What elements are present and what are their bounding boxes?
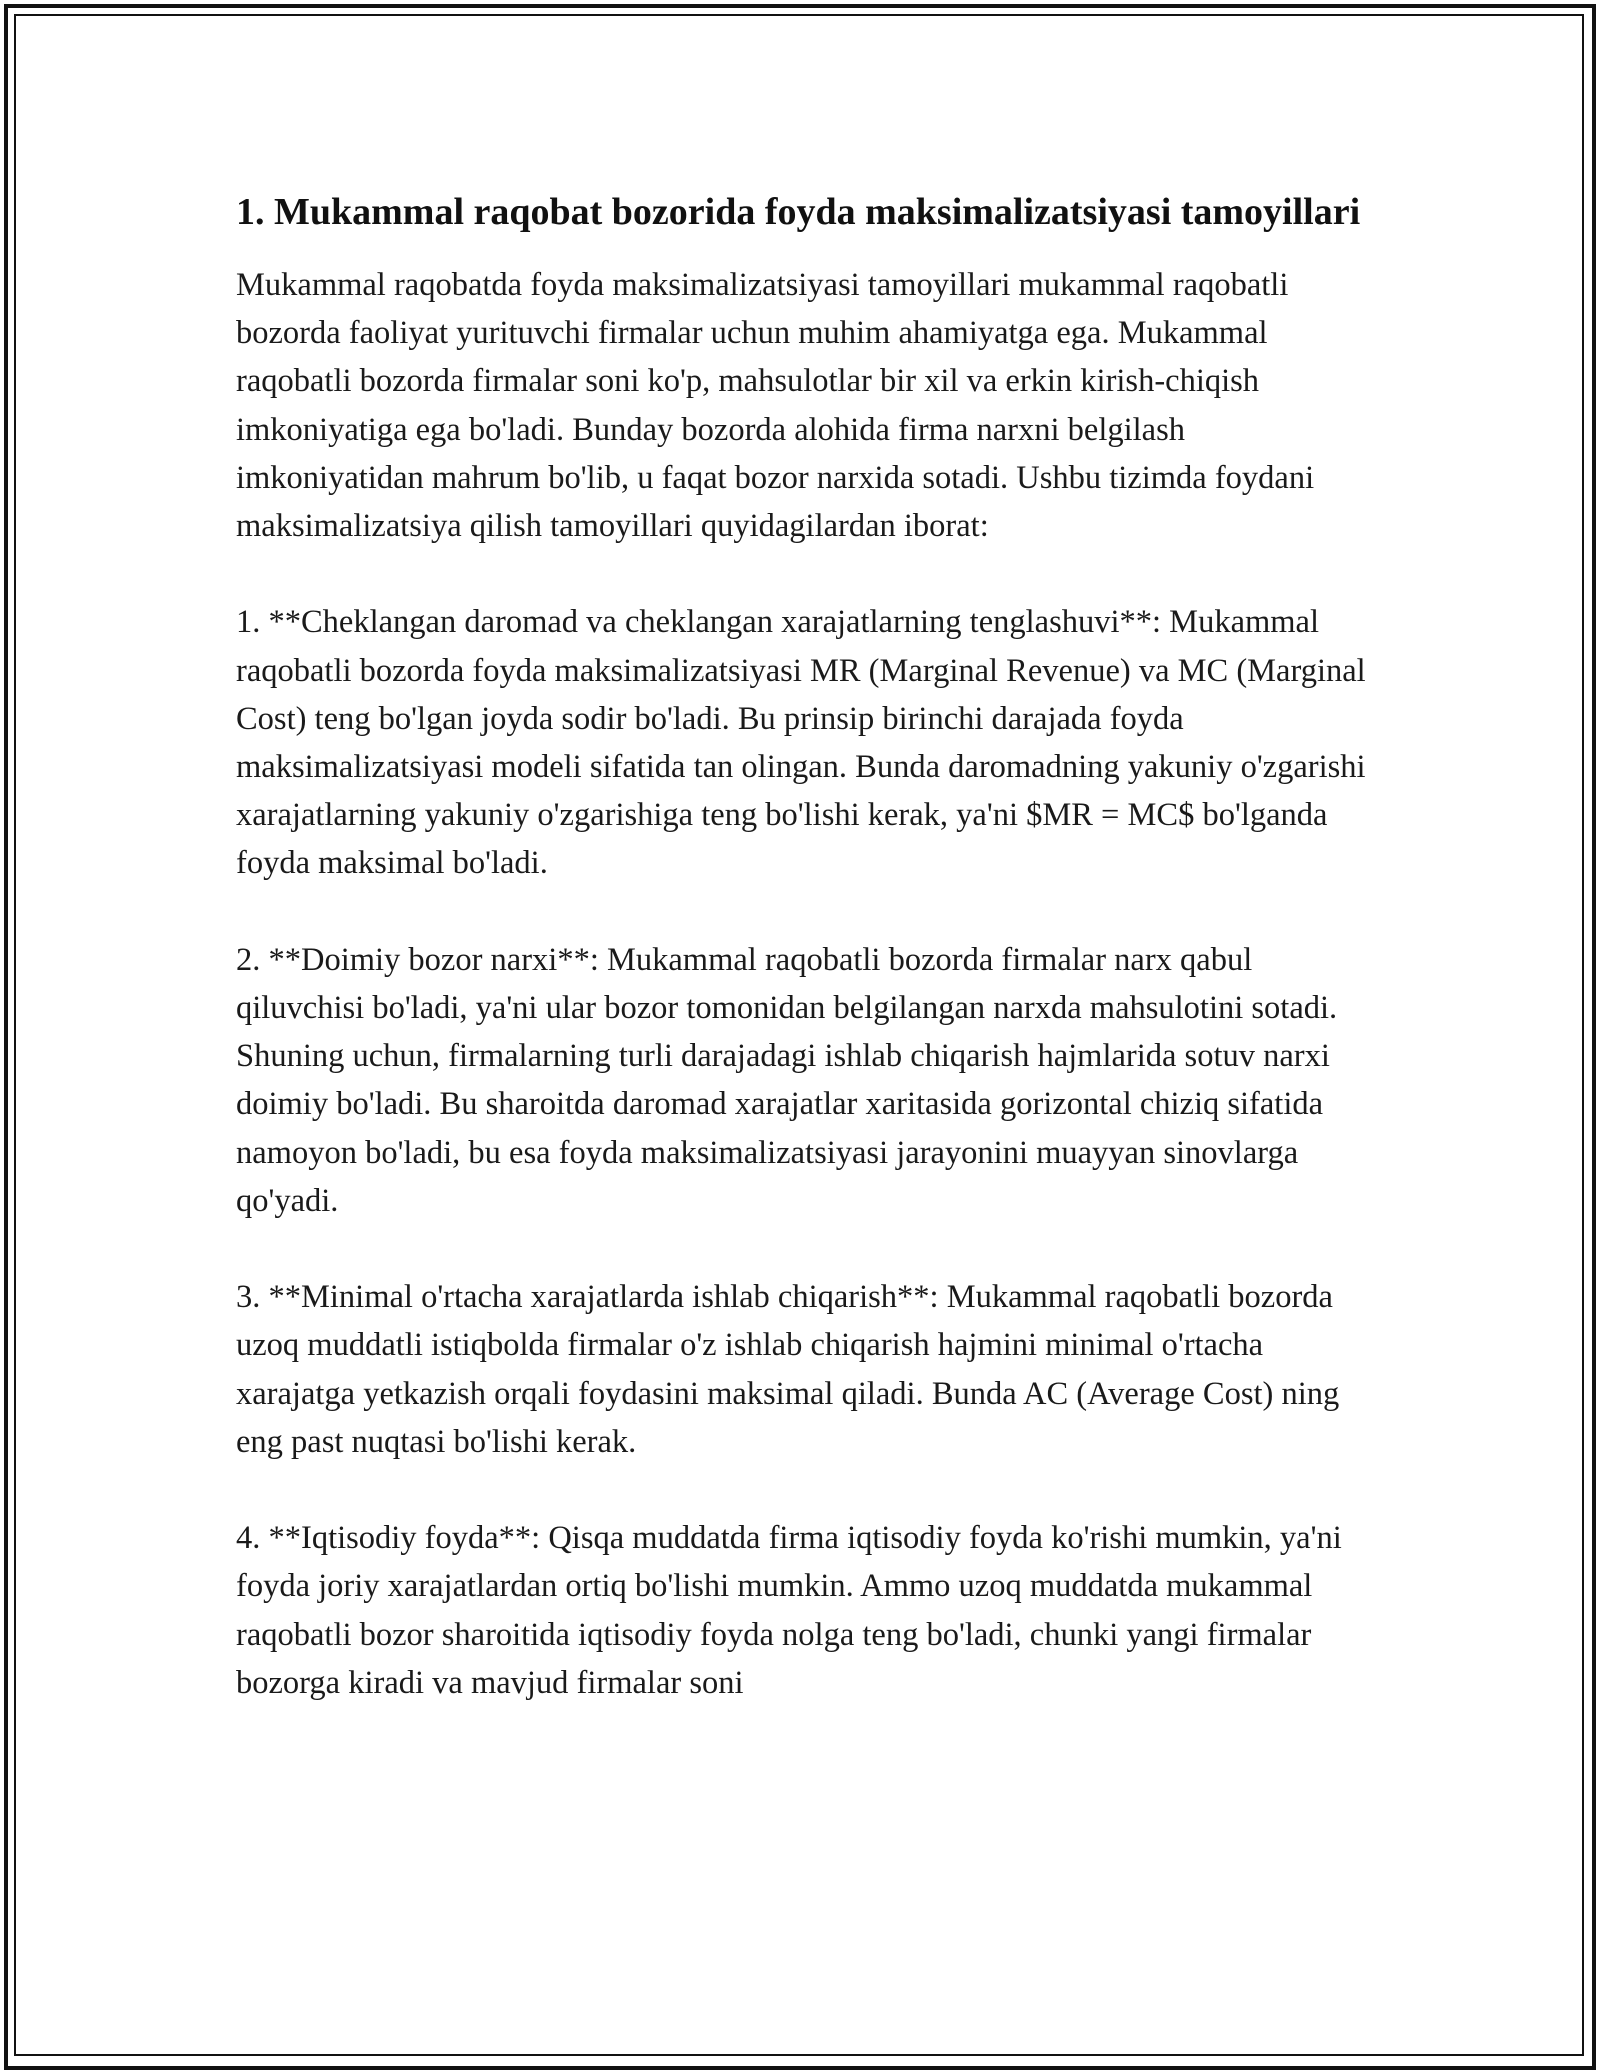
principle-4-paragraph: 4. **Iqtisodiy foyda**: Qisqa muddatda firma iqtisodiy foyda ko'rishi mumkin, ya'ni foyda joriy xarajatlardan ortiq bo'lishi mumkin. Ammo uzoq muddatda mukammal raqobatli bozor sharoitida iqtisodiy foyda nolga teng bo'ladi, chunki yangi firmalar bozorga kiradi va mavjud firmalar soni (236, 1520, 1342, 1701)
section-heading: 1. Mukammal raqobat bozorida foyda maksimalizatsiyasi tamoyillari (236, 191, 1361, 233)
intro-paragraph: Mukammal raqobatda foyda maksimalizatsiyasi tamoyillari mukammal raqobatli bozorda faoliyat yurituvchi firmalar uchun muhim ahamiyatga ega. Mukammal raqobatli bozorda firmalar soni ko'p, mahsulotlar bir xil va erkin kirish-chiqish imkoniyatiga ega bo'ladi. Bunday bozorda alohida firma narxni belgilash imkoniyatidan mahrum bo'lib, u faqat bozor narxida sotadi. Ushbu tizimda foydani maksimalizatsiya qilish tamoyillari quyidagilardan iborat: (236, 267, 1315, 545)
document-body (236, 185, 1366, 1755)
principle-2-paragraph: 2. **Doimiy bozor narxi**: Mukammal raqobatli bozorda firmalar narx qabul qiluvchisi bo'ladi, ya'ni ular bozor tomonidan belgilangan narxda mahsulotini sotadi. Shuning uchun, firmalarning turli darajadagi ishlab chiqarish hajmlarida sotuv narxi doimiy bo'ladi. Bu sharoitda daromad xarajatlar xaritasida gorizontal chiziq sifatida namoyon bo'ladi, bu esa foyda maksimalizatsiyasi jarayonini muayyan sinovlarga qo'yadi. (236, 941, 1338, 1219)
principle-3-paragraph: 3. **Minimal o'rtacha xarajatlarda ishlab chiqarish**: Mukammal raqobatli bozorda uzoq muddatli istiqbolda firmalar o'z ishlab chiqarish hajmini minimal o'rtacha xarajatga yetkazish orqali foydasini maksimal qiladi. Bunda AC (Average Cost) ning eng past nuqtasi bo'lishi kerak. (236, 1279, 1340, 1460)
principle-1-paragraph: 1. **Cheklangan daromad va cheklangan xarajatlarning tenglashuvi**: Mukammal raqobatli bozorda foyda maksimalizatsiyasi MR (Marginal Revenue) va MC (Marginal Cost) teng bo'lgan joyda sodir bo'ladi. Bu prinsip birinchi darajada foyda maksimalizatsiyasi modeli sifatida tan olingan. Bunda daromadning yakuniy o'zgarishi xarajatlarning yakuniy o'zgarishiga teng bo'lishi kerak, ya'ni $MR = MC$ bo'lganda foyda maksimal bo'ladi. (236, 604, 1366, 882)
